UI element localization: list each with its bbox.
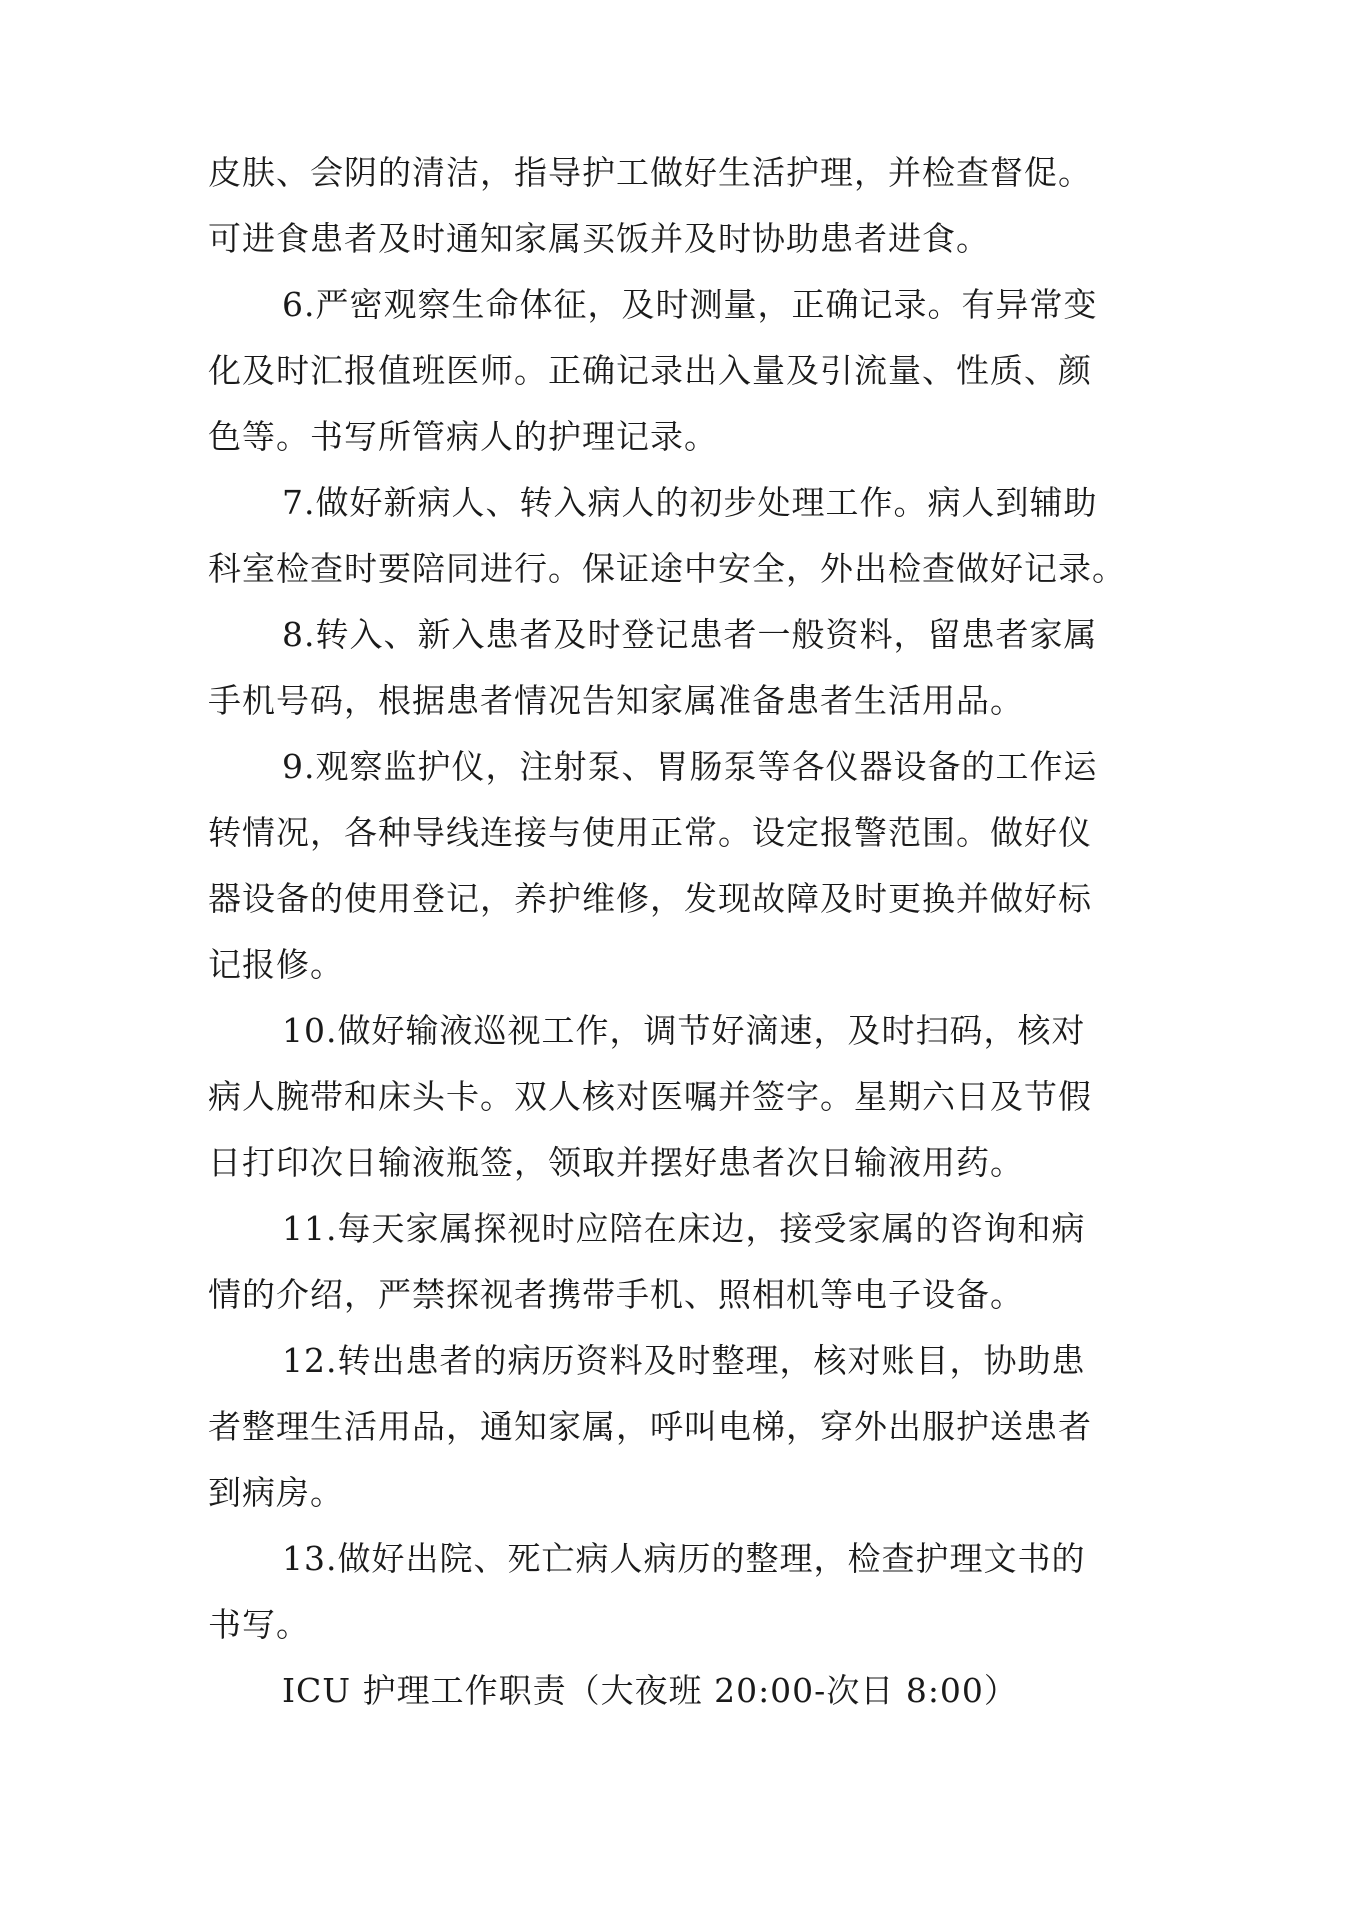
text-line: 器设备的使用登记，养护维修，发现故障及时更换并做好标	[208, 879, 1092, 918]
text-line: 手机号码，根据患者情况告知家属准备患者生活用品。	[208, 681, 1024, 720]
text-line: 记报修。	[208, 945, 344, 984]
paragraph-6-start: 6.严密观察生命体征，及时测量，正确记录。有异常变	[282, 285, 1098, 324]
text-line: 科室检查时要陪同进行。保证途中安全，外出检查做好记录。	[208, 549, 1126, 588]
text-line: 化及时汇报值班医师。正确记录出入量及引流量、性质、颜	[208, 351, 1092, 390]
text-line: 者整理生活用品，通知家属，呼叫电梯，穿外出服护送患者	[208, 1407, 1092, 1446]
paragraph-11-start: 11.每天家属探视时应陪在床边，接受家属的咨询和病	[282, 1209, 1086, 1248]
document-body	[208, 140, 1168, 1724]
paragraph-10-start: 10.做好输液巡视工作，调节好滴速，及时扫码，核对	[282, 1011, 1086, 1050]
text-line: 色等。书写所管病人的护理记录。	[208, 417, 718, 456]
text-line: 转情况，各种导线连接与使用正常。设定报警范围。做好仪	[208, 813, 1092, 852]
text-line: 可进食患者及时通知家属买饭并及时协助患者进食。	[208, 219, 990, 258]
text-line: 书写。	[208, 1605, 310, 1644]
paragraph-12-start: 12.转出患者的病历资料及时整理，核对账目，协助患	[282, 1341, 1086, 1380]
paragraph-9-start: 9.观察监护仪，注射泵、胃肠泵等各仪器设备的工作运	[282, 747, 1098, 786]
text-line: 情的介绍，严禁探视者携带手机、照相机等电子设备。	[208, 1275, 1024, 1314]
paragraph-13-start: 13.做好出院、死亡病人病历的整理，检查护理文书的	[282, 1539, 1086, 1578]
paragraph-8-start: 8.转入、新入患者及时登记患者一般资料，留患者家属	[282, 615, 1098, 654]
text-line: 皮肤、会阴的清洁，指导护工做好生活护理，并检查督促。	[208, 153, 1092, 192]
text-line: 到病房。	[208, 1473, 344, 1512]
section-heading: ICU 护理工作职责（大夜班 20:00-次日 8:00）	[282, 1671, 1018, 1710]
text-line: 日打印次日输液瓶签，领取并摆好患者次日输液用药。	[208, 1143, 1024, 1182]
paragraph-7-start: 7.做好新病人、转入病人的初步处理工作。病人到辅助	[282, 483, 1098, 522]
text-line: 病人腕带和床头卡。双人核对医嘱并签字。星期六日及节假	[208, 1077, 1092, 1116]
